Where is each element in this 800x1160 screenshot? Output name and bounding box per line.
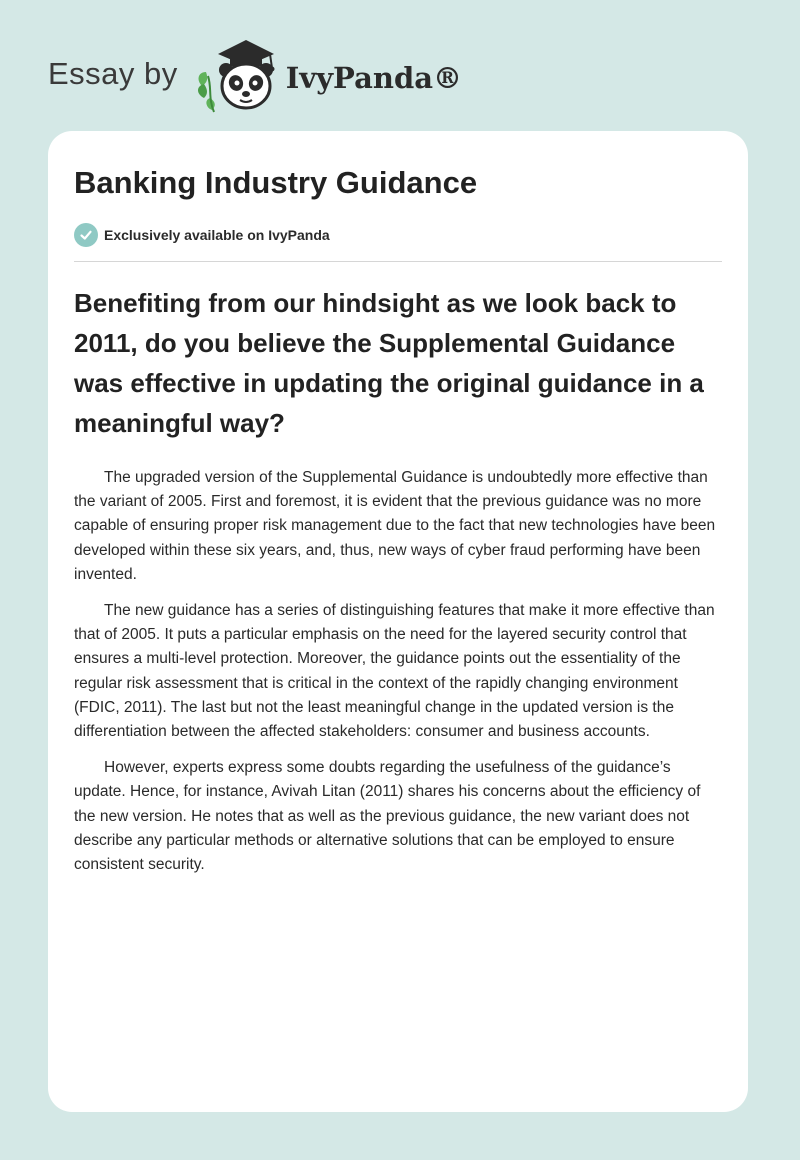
divider xyxy=(74,261,722,262)
panda-graduate-icon[interactable] xyxy=(194,36,282,116)
site-header xyxy=(48,36,462,116)
paragraph-3: However, experts express some doubts regarding the usefulness of the guidance’s update. Hence, for instance, Avivah Litan (2011) shares his concerns about the efficiency of the new version. He notes that as well as the previous guidance, the new variant does not describe any particular methods or alternative solutions that can be employed to ensure consistent security. xyxy=(74,759,701,874)
essay-card xyxy=(48,131,748,1112)
page-title: Banking Industry Guidance xyxy=(74,165,478,200)
essay-by-label: Essay by xyxy=(48,56,178,91)
exclusive-badge-label: Exclusively available on IvyPanda xyxy=(104,227,330,243)
check-icon xyxy=(74,223,98,247)
brand-name[interactable]: IvyPanda® xyxy=(285,61,463,95)
paragraph-2: The new guidance has a series of distinguishing features that make it more effective than that of 2005. It puts a particular emphasis on the need for the layered security control that ensures a multi-level protection. Moreover, the guidance points out the essentiality of the regular risk assessment that is critical in the context of the rapidly changing environment (FDIC, 2011). The last but not the least meaningful change in the updated version is the differentiation between the affected stakeholders: consumer and business accounts. xyxy=(74,602,715,741)
paragraph-1: The upgraded version of the Supplemental Guidance is undoubtedly more effective than the variant of 2005. First and foremost, it is evident that the previous guidance was no more capable of ensuring proper risk management due to the fact that new technologies have been developed within these six years, and, thus, new ways of cyber fraud performing have been invented. xyxy=(74,469,716,583)
essay-body xyxy=(74,466,726,889)
essay-question: Benefiting from our hindsight as we look back to 2011, do you believe the Supplemental Guidance was effective in updating the original guidance in a meaningful way? xyxy=(74,288,704,438)
exclusive-badge xyxy=(74,223,330,247)
